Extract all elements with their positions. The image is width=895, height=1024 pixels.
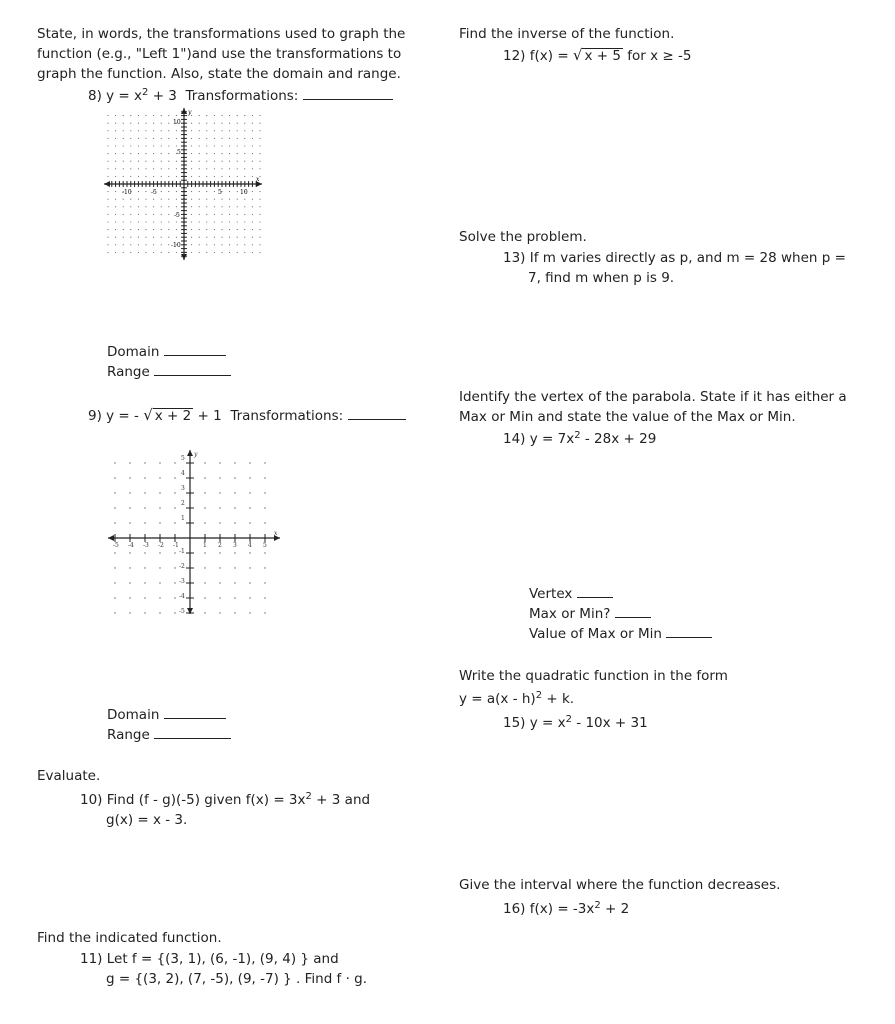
domain-answer-blank[interactable] (164, 706, 226, 719)
solve-heading: Solve the problem. (459, 229, 587, 245)
tick-label: 5 (263, 542, 267, 549)
question-number: 9) (88, 408, 102, 424)
sqrt-expression: √ x + 2 (143, 406, 192, 424)
vertex-answer-blank[interactable] (577, 585, 613, 598)
question-line: g = {(3, 2), (7, -5), (9, -7) } . Find f · g. (106, 971, 368, 987)
question-11: 11) Let f = {(3, 1), (6, -1), (9, 4) } and g = {(3, 2), (7, -5), (9, -7) } . Find f · g. (80, 951, 368, 987)
question-number: 12) (503, 48, 526, 64)
question-number: 8) (88, 88, 102, 104)
question-number: 10) (80, 792, 103, 808)
question-10: 10) Find (f - g)(-5) given $f(x) = 3x^2 + 3$ and g(x) = x - 3. (80, 791, 371, 828)
tick-label: -5 (113, 542, 119, 549)
domain-answer-blank[interactable] (164, 343, 226, 356)
question-16: 16) $f(x) = -3x^2 + 2$ (503, 900, 630, 917)
tick-label: -10 (122, 189, 132, 196)
tick-label: 5 (218, 189, 222, 196)
question-8 (88, 87, 393, 104)
tick-label: 3 (181, 485, 185, 492)
tick-label: -2 (179, 563, 185, 570)
vertex-answers (529, 584, 712, 644)
tick-label: 3 (233, 542, 237, 549)
sqrt-icon: √ (143, 406, 153, 424)
equation: y = - √ x + 2 + 1 (106, 406, 222, 424)
transformations-label: Transformations: (185, 88, 299, 104)
tick-label: -3 (143, 542, 149, 549)
question-number: 14) (503, 431, 526, 447)
axis-label-x: x (274, 530, 278, 537)
transform-instructions (37, 24, 405, 84)
question-15: 15) $y = x^2 - 10x + 31$ (503, 714, 648, 731)
question-9 (88, 406, 406, 424)
tick-label: -1 (179, 548, 185, 555)
tick-label: 5 (181, 455, 185, 462)
y-arrow-down-icon (181, 254, 187, 260)
evaluate-heading: Evaluate. (37, 768, 101, 784)
vertex-heading: Identify the vertex of the parabola. State if it has either a Max or Min and state the value of the Max or Min. (459, 389, 847, 425)
q9-domain-range (107, 705, 231, 745)
maxmin-label: Max or Min? (529, 606, 611, 622)
tick-label: 1 (181, 515, 185, 522)
tick-label: -5 (174, 212, 180, 219)
range-answer-blank[interactable] (154, 363, 231, 376)
tick-label: -4 (128, 542, 134, 549)
question-14: 14) $y = 7x^2 - 28x + 29$ (503, 430, 657, 447)
tick-label: -3 (179, 578, 185, 585)
sqrt-icon: √ (572, 46, 583, 64)
vertex-label: Vertex (529, 586, 573, 602)
axis-label-x: x (256, 176, 260, 183)
value-answer-blank[interactable] (666, 625, 712, 638)
y-arrow-icon (181, 108, 187, 114)
domain-label: Domain (107, 707, 160, 723)
tick-label: 1 (203, 542, 207, 549)
transformations-answer-blank[interactable] (303, 87, 393, 100)
value-label: Value of Max or Min (529, 626, 662, 642)
equation: $y = x^2 + 3$ (106, 87, 177, 104)
tick-label: 10 (173, 119, 181, 126)
axis-label-y: y (194, 451, 198, 458)
range-answer-blank[interactable] (154, 726, 231, 739)
tick-label: -5 (179, 608, 185, 615)
instruction-line: function (e.g., "Left 1")and use the transformations to (37, 46, 402, 62)
question-line: 7, find m when p is 9. (528, 270, 675, 286)
y-arrow-icon (187, 450, 193, 456)
x-arrow-left-icon (104, 181, 110, 187)
instruction-line: State, in words, the transformations used to graph the (37, 26, 406, 42)
range-label: Range (107, 727, 150, 743)
x-arrow-left-icon (108, 535, 114, 541)
tick-label: 4 (181, 470, 185, 477)
maxmin-answer-blank[interactable] (615, 605, 651, 618)
tick-label: -4 (179, 593, 185, 600)
tick-label: 10 (240, 189, 248, 196)
question-13: 13) If m varies directly as p, and m = 28 when p = 7, find m when p is 9. (503, 250, 846, 286)
tick-label: 2 (218, 542, 222, 549)
tick-label: -5 (151, 189, 157, 196)
transformations-answer-blank[interactable] (348, 407, 406, 420)
transformations-label: Transformations: (230, 408, 344, 424)
range-label: Range (107, 364, 150, 380)
tick-label: 5 (177, 149, 181, 156)
question-number: 15) (503, 715, 526, 731)
axis-label-y: y (188, 109, 192, 116)
inverse-heading: Find the inverse of the function. (459, 26, 675, 42)
indicated-heading: Find the indicated function. (37, 930, 222, 946)
tick-label: -2 (158, 542, 164, 549)
q8-domain-range (107, 342, 231, 382)
tick-label: -1 (173, 542, 179, 549)
domain-label: Domain (107, 344, 160, 360)
instruction-line: graph the function. Also, state the domain and range. (37, 66, 401, 82)
question-number: 13) (503, 250, 526, 266)
question-12: 12) f(x) = √ x + 5 for x ≥ -5 (503, 46, 692, 64)
coordinate-grid-q8[interactable] (100, 104, 270, 264)
tick-label: 2 (181, 500, 185, 507)
coordinate-grid-q9[interactable] (104, 446, 284, 616)
question-line: g(x) = x - 3. (106, 812, 188, 828)
interval-heading: Give the interval where the function decreases. (459, 877, 781, 893)
quadratic-heading: Write the quadratic function in the form y = a(x - h)$^2$ + k. (459, 668, 728, 707)
question-number: 11) (80, 951, 103, 967)
question-number: 16) (503, 901, 526, 917)
sqrt-expression: √ x + 5 (572, 46, 621, 64)
tick-label: -10 (171, 242, 181, 249)
tick-label: 4 (248, 542, 252, 549)
